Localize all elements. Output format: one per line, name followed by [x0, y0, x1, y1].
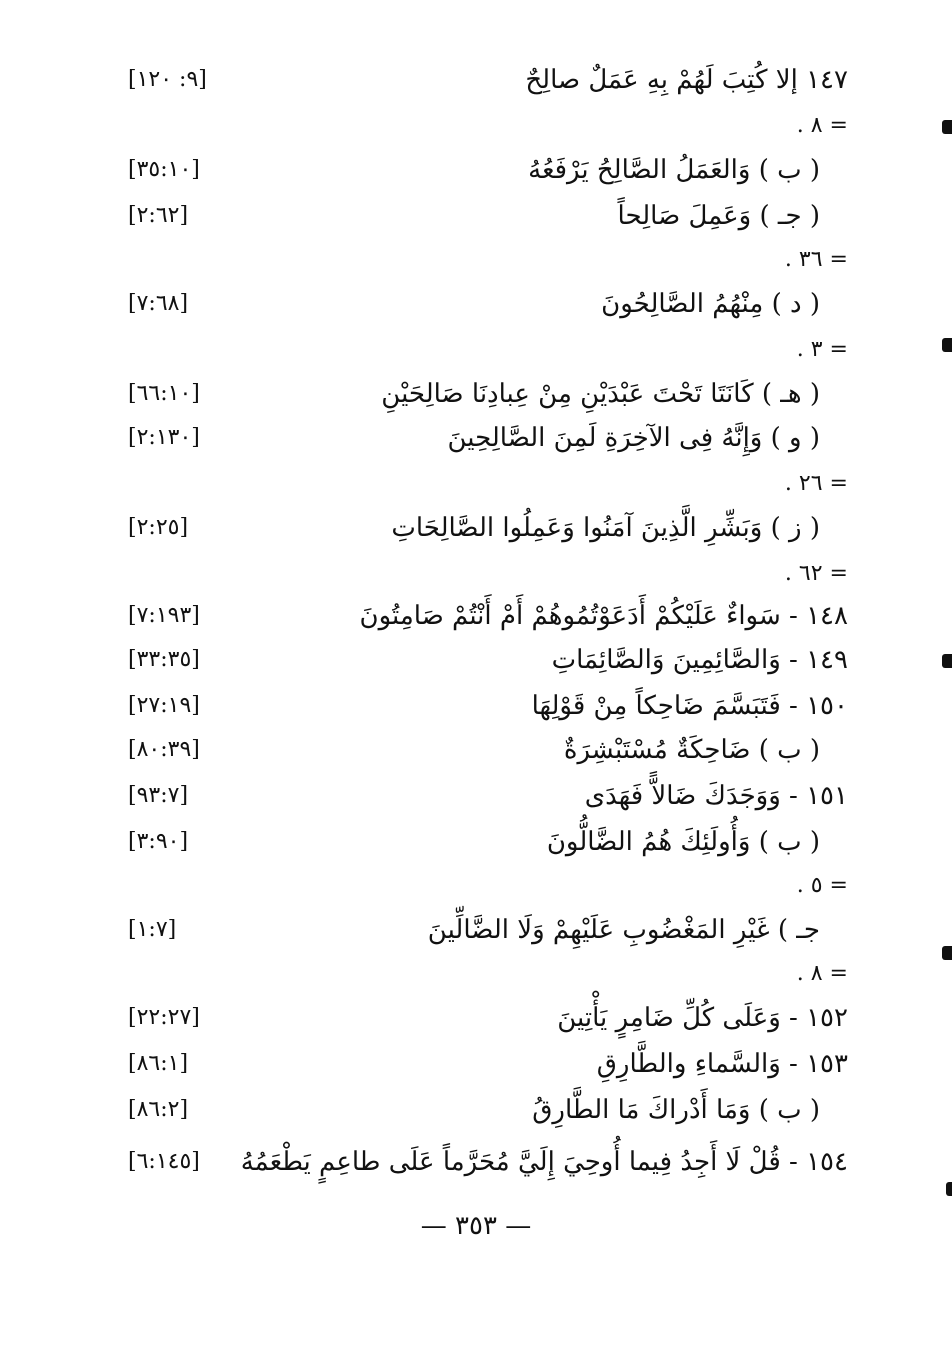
entry-text: ( هـ ) كَانَتَا تَحْتَ عَبْدَيْنِ مِنْ عِبادِنَا صَالِحَيْنِ [381, 379, 820, 409]
entry-149 [0, 640, 952, 680]
entry-151-b [0, 822, 952, 862]
verse-reference: [٨٦:١] [128, 1051, 189, 1076]
verse-reference: [١:٧] [128, 917, 177, 942]
count-line [0, 240, 952, 280]
entry-151-c [0, 910, 952, 950]
entry-147-w [0, 418, 952, 458]
count-text: = ٣٦ . [784, 247, 848, 272]
verse-reference: [٣٥:١٠] [128, 157, 200, 182]
count-line [0, 330, 952, 370]
count-line [0, 106, 952, 146]
verse-reference: [٢:٦٢] [128, 203, 189, 228]
entry-text: ( ب ) وَأُولَئِكَ هُمُ الضَّالُّونَ [546, 827, 820, 857]
entry-text: ١٥١ - وَوَجَدَكَ ضَالاًّ فَهَدَى [584, 781, 848, 811]
verse-reference: [٣:٩٠] [128, 829, 189, 854]
entry-text: ( ز ) وَبَشِّرِ الَّذِينَ آمَنُوا وَعَمِلُوا الصَّالِحَاتِ [391, 513, 820, 543]
count-text: = ٥ . [796, 873, 848, 898]
scan-edge-mark [942, 654, 952, 668]
entry-text: ١٤٧ إلا كُتِبَ لَهُمْ بِهِ عَمَلٌ صالِحٌ [525, 65, 848, 95]
entry-text: جـ ) غَيْرِ المَغْضُوبِ عَلَيْهِمْ وَلَا الضَّالِّينَ [427, 915, 820, 945]
entry-148 [0, 596, 952, 636]
entry-147-h [0, 374, 952, 414]
count-line [0, 554, 952, 594]
count-text: = ٨ . [796, 961, 848, 986]
entry-text: ١٥٣ - وَالسَّماءِ والطَّارِقِ [596, 1049, 848, 1079]
scan-edge-mark [942, 946, 952, 960]
entry-151 [0, 776, 952, 816]
entry-153 [0, 1044, 952, 1084]
entry-text: ١٤٨ - سَواءٌ عَلَيْكُمْ أَدَعَوْتُمُوهُمْ أَمْ أَنْتُمْ صَامِتُونَ [359, 601, 848, 631]
count-text: = ٨ . [796, 113, 848, 138]
entry-147-c [0, 196, 952, 236]
count-line [0, 866, 952, 906]
entry-text: ( د ) مِنْهُمُ الصَّالِحُونَ [601, 289, 820, 319]
entry-153-b [0, 1090, 952, 1130]
verse-reference: [٦:١٤٥] [128, 1149, 200, 1174]
verse-reference: [٢:٢٥] [128, 515, 189, 540]
entry-147-d [0, 284, 952, 324]
count-line [0, 464, 952, 504]
verse-reference: [٧:١٩٣] [128, 603, 200, 628]
verse-reference: [٨٠:٣٩] [128, 737, 200, 762]
entry-150 [0, 686, 952, 726]
count-text: = ٣ . [796, 337, 848, 362]
entry-text: ( ب ) ضَاحِكَةٌ مُسْتَبْشِرَةٌ [563, 735, 820, 765]
entry-text: ١٥٠ - فَتَبَسَّمَ ضَاحِكاً مِنْ قَوْلِهَا [531, 691, 848, 721]
entry-text: ( و ) وَإِنَّهُ فِى الآخِرَةِ لَمِنَ الصَّالِحِينَ [447, 423, 820, 453]
entry-text: ١٥٤ - قُلْ لَا أَجِدُ فِيما أُوحِيَ إِلَيَّ مُحَرَّماً عَلَى طاعِمٍ يَطْعَمُهُ [240, 1147, 848, 1177]
verse-reference: [٢٧:١٩] [128, 693, 200, 718]
entry-text: ١٤٩ - وَالصَّائِمِينَ وَالصَّائِمَاتِ [551, 645, 848, 675]
entry-text: ( ب ) وَالعَمَلُ الصَّالِحُ يَرْفَعُهُ [528, 155, 820, 185]
verse-reference: [٧:٦٨] [128, 291, 189, 316]
entry-text: ( ب ) وَمَا أَدْراكَ مَا الطَّارِقُ [532, 1095, 820, 1125]
verse-reference: [٣٣:٣٥] [128, 647, 200, 672]
entry-147-z [0, 508, 952, 548]
entry-147-b [0, 150, 952, 190]
entry-text: ( جـ ) وَعَمِلَ صَالِحاً [617, 201, 820, 231]
verse-reference: [٢٢:٢٧] [128, 1005, 200, 1030]
entry-text: ١٥٢ - وَعَلَى كُلِّ ضَامِرٍ يَأْتِينَ [557, 1003, 848, 1033]
count-text: = ٢٦ . [784, 471, 848, 496]
verse-reference: [٢:١٣٠] [128, 425, 200, 450]
count-line [0, 954, 952, 994]
entry-152 [0, 998, 952, 1038]
entry-150-b [0, 730, 952, 770]
scan-edge-mark [942, 120, 952, 134]
scan-edge-mark [946, 1182, 952, 1196]
verse-reference: [٩: ١٢٠] [128, 67, 207, 92]
entry-147 [0, 60, 952, 100]
verse-reference: [٩٣:٧] [128, 783, 189, 808]
verse-reference: [٨٦:٢] [128, 1097, 189, 1122]
verse-reference: [٦٦:١٠] [128, 381, 200, 406]
scan-edge-mark [942, 338, 952, 352]
count-text: = ٦٢ . [784, 561, 848, 586]
entry-154 [0, 1142, 952, 1182]
page-number: — ٣٥٣ — [420, 1211, 532, 1241]
